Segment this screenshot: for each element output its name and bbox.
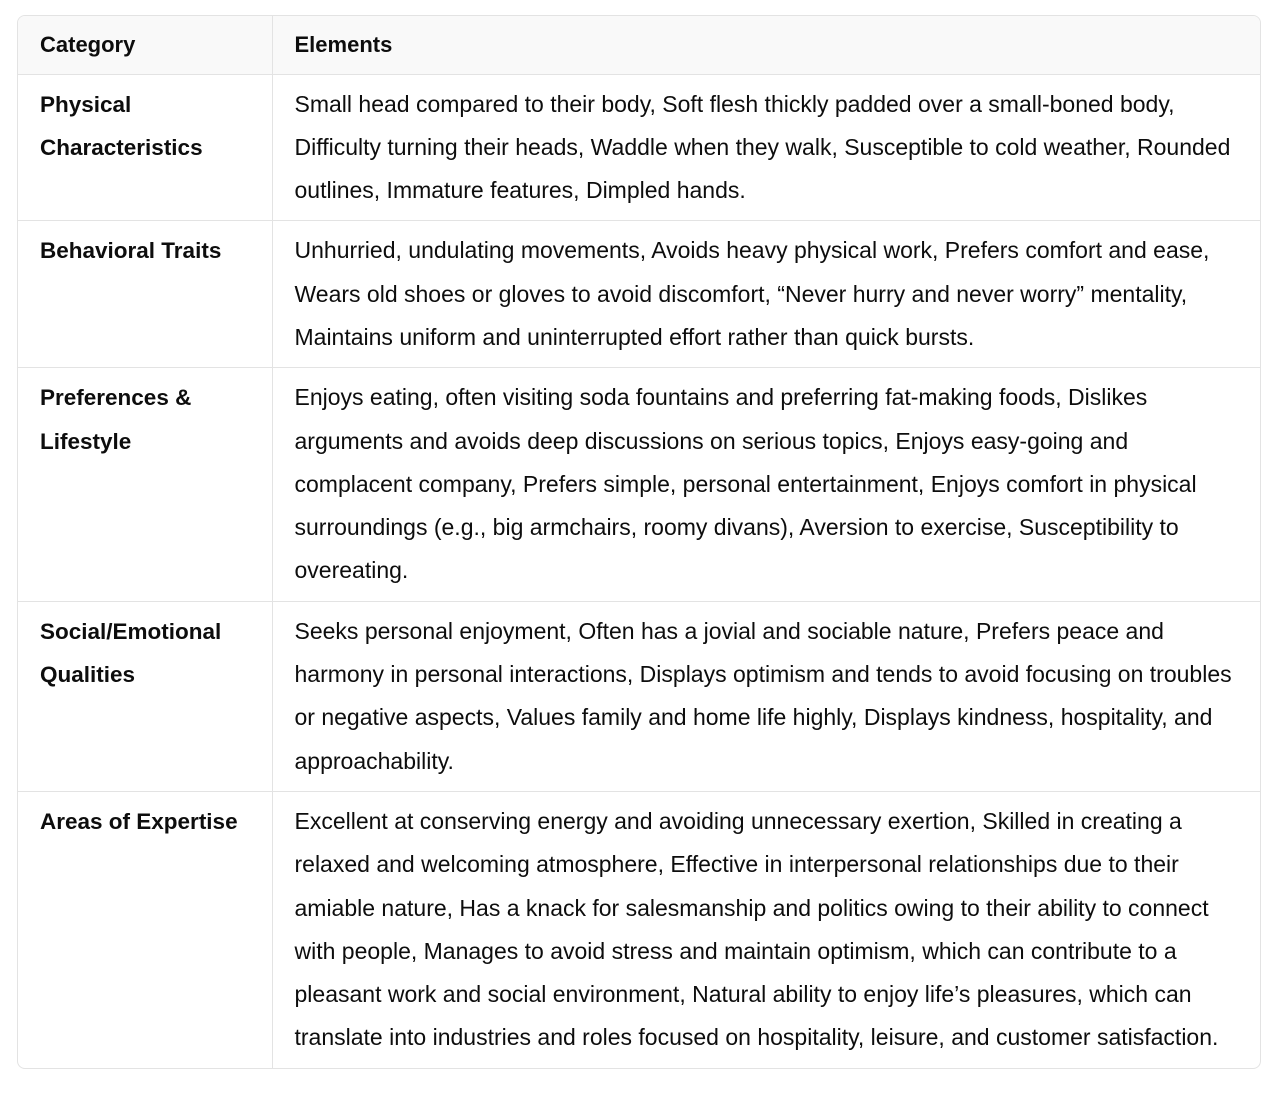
data-table — [18, 16, 1260, 1068]
category-cell: Behavioral Traits — [18, 221, 272, 368]
table-row — [18, 601, 1260, 791]
table-row — [18, 791, 1260, 1067]
table-header — [18, 16, 1260, 74]
header-category: Category — [18, 16, 272, 74]
category-cell: Social/Emotional Qualities — [18, 601, 272, 791]
header-elements: Elements — [272, 16, 1260, 74]
header-row — [18, 16, 1260, 74]
elements-cell: Excellent at conserving energy and avoiding unnecessary exertion, Skilled in creating a relaxed and welcoming atmosphere, Effective in interpersonal relationships due to their amiable nature, Has a knack for salesmanship and politics owing to their ability to connect with people, Manages to avoid stress and maintain optimism, which can contribute to a pleasant work and social environment, Natural ability to enjoy life’s pleasures, which can translate into industries and roles focused on hospitality, leisure, and customer satisfaction. — [272, 791, 1260, 1067]
category-cell: Physical Characteristics — [18, 74, 272, 221]
category-cell: Preferences & Lifestyle — [18, 368, 272, 601]
elements-cell: Unhurried, undulating movements, Avoids heavy physical work, Prefers comfort and ease, Wears old shoes or gloves to avoid discomfort, “Never hurry and never worry” mentality, Maintains uniform and uninterrupted effort rather than quick bursts. — [272, 221, 1260, 368]
elements-cell: Small head compared to their body, Soft flesh thickly padded over a small-boned body, Difficulty turning their heads, Waddle when they walk, Susceptible to cold weather, Rounded outlines, Immature features, Dimpled hands. — [272, 74, 1260, 221]
elements-cell: Seeks personal enjoyment, Often has a jovial and sociable nature, Prefers peace and harmony in personal interactions, Displays optimism and tends to avoid focusing on troubles or negative aspects, Values family and home life highly, Displays kindness, hospitality, and approachability. — [272, 601, 1260, 791]
elements-cell: Enjoys eating, often visiting soda fountains and preferring fat-making foods, Dislikes arguments and avoids deep discussions on serious topics, Enjoys easy-going and complacent company, Prefers simple, personal entertainment, Enjoys comfort in physical surroundings (e.g., big armchairs, roomy divans), Aversion to exercise, Susceptibility to overeating. — [272, 368, 1260, 601]
table-row — [18, 368, 1260, 601]
table-row — [18, 74, 1260, 221]
table-body — [18, 74, 1260, 1068]
table-row — [18, 221, 1260, 368]
category-cell: Areas of Expertise — [40, 808, 238, 834]
data-table-container — [17, 15, 1261, 1069]
